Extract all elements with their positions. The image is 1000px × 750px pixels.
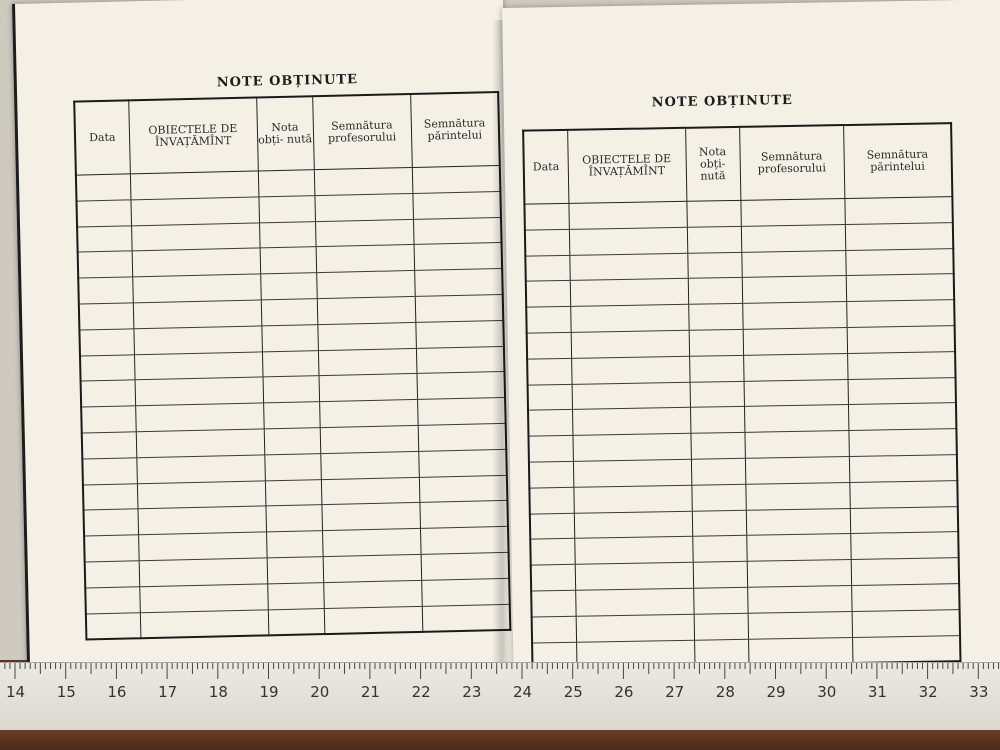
table-cell	[76, 200, 131, 227]
table-cell	[526, 281, 570, 308]
table-cell	[415, 294, 504, 322]
table-cell	[690, 407, 744, 434]
table-cell	[315, 219, 414, 247]
table-cell	[690, 433, 744, 460]
table-cell	[530, 539, 574, 566]
table-cell	[137, 480, 266, 509]
table-cell	[527, 332, 571, 359]
table-cell	[848, 377, 956, 405]
table-cell	[747, 560, 851, 588]
table-cell	[852, 635, 960, 663]
header-date: Data	[74, 100, 130, 175]
ruler-number: 19	[259, 683, 279, 701]
header-teacher-signature: Semnătura profesorului	[312, 94, 412, 170]
table-cell	[258, 195, 315, 222]
right-page-title: NOTE OBȚINUTE	[651, 92, 793, 111]
table-cell	[571, 356, 689, 384]
table-cell	[133, 326, 262, 355]
table-cell	[135, 403, 264, 432]
table-cell	[76, 174, 131, 201]
table-cell	[136, 455, 265, 484]
table-cell	[81, 406, 136, 433]
table-cell	[323, 554, 422, 582]
table-cell	[322, 529, 421, 557]
table-cell	[528, 410, 572, 437]
ruler-number: 24	[513, 683, 533, 701]
table-cell	[525, 255, 569, 282]
table-cell	[82, 458, 137, 485]
table-cell	[83, 483, 138, 510]
ruler-number: 22	[411, 683, 431, 701]
table-cell	[316, 245, 415, 273]
table-cell	[314, 193, 413, 221]
table-cell	[851, 584, 959, 612]
table-cell	[318, 348, 417, 376]
table-cell	[267, 582, 324, 609]
table-cell	[78, 251, 133, 278]
table-cell	[575, 588, 693, 616]
table-cell	[317, 296, 416, 324]
table-cell	[570, 279, 688, 307]
table-cell	[850, 532, 958, 560]
table-cell	[85, 587, 140, 614]
table-cell	[569, 253, 687, 281]
table-cell	[412, 191, 501, 219]
table-cell	[78, 277, 133, 304]
ruler-number: 25	[563, 683, 583, 701]
table-cell	[139, 584, 268, 613]
table-cell	[80, 354, 135, 381]
table-cell	[741, 250, 845, 278]
table-cell	[320, 425, 419, 453]
table-cell	[260, 247, 317, 274]
table-cell	[532, 616, 576, 643]
table-cell	[693, 561, 747, 588]
table-cell	[413, 217, 502, 245]
table-cell	[531, 564, 575, 591]
table-cell	[81, 380, 136, 407]
table-cell	[415, 320, 504, 348]
table-cell	[265, 505, 322, 532]
wooden-surface	[0, 730, 1000, 750]
table-cell	[691, 458, 745, 485]
left-page	[12, 0, 518, 674]
ruler-number: 17	[158, 683, 178, 701]
table-cell	[693, 587, 747, 614]
table-cell	[135, 377, 264, 406]
table-cell	[851, 558, 959, 586]
table-cell	[574, 537, 692, 565]
header-subject: OBIECTELE DE ÎNVAȚĂMÎNT	[128, 97, 258, 173]
table-cell	[570, 304, 688, 332]
table-cell	[692, 510, 746, 537]
table-cell	[529, 487, 573, 514]
table-cell	[414, 243, 503, 271]
ruler-number: 30	[817, 683, 837, 701]
table-cell	[320, 451, 419, 479]
table-cell	[691, 484, 745, 511]
table-cell	[848, 403, 956, 431]
table-cell	[528, 384, 572, 411]
ruler-number: 14	[6, 683, 26, 701]
header-teacher-signature: Semnătura profesorului	[739, 125, 844, 200]
left-page-title: NOTE OBȚINUTE	[216, 72, 359, 91]
table-cell	[694, 613, 748, 640]
table-cell	[573, 485, 691, 513]
table-cell	[524, 203, 568, 230]
ruler-number: 16	[107, 683, 127, 701]
table-cell	[744, 405, 848, 433]
table-cell	[575, 562, 693, 590]
table-cell	[258, 170, 315, 197]
table-cell	[321, 503, 420, 531]
table-cell	[260, 273, 317, 300]
table-cell	[574, 511, 692, 539]
table-cell	[84, 509, 139, 536]
table-cell	[687, 226, 741, 253]
table-cell	[569, 227, 687, 255]
table-cell	[530, 513, 574, 540]
table-cell	[317, 322, 416, 350]
table-cell	[690, 381, 744, 408]
ruler-number: 31	[867, 683, 887, 701]
table-cell	[746, 508, 850, 536]
table-cell	[321, 477, 420, 505]
table-cell	[316, 271, 415, 299]
table-cell	[84, 535, 139, 562]
table-cell	[528, 436, 572, 463]
table-cell	[525, 229, 569, 256]
table-cell	[742, 276, 846, 304]
table-cell	[741, 224, 845, 252]
table-cell	[572, 408, 690, 436]
table-cell	[744, 431, 848, 459]
ruler-number: 23	[462, 683, 482, 701]
table-cell	[527, 358, 571, 385]
table-cell	[848, 429, 956, 457]
ruler-number: 26	[614, 683, 634, 701]
table-cell	[265, 479, 322, 506]
table-cell	[261, 299, 318, 326]
table-cell	[526, 307, 570, 334]
table-cell	[743, 328, 847, 356]
table-header-row	[523, 123, 952, 204]
table-cell	[844, 197, 952, 225]
table-cell	[847, 351, 955, 379]
table-cell	[86, 612, 141, 640]
table-cell	[568, 201, 686, 229]
table-cell	[743, 353, 847, 381]
table-cell	[262, 350, 319, 377]
table-cell	[264, 428, 321, 455]
table-cell	[847, 326, 955, 354]
table-cell	[319, 400, 418, 428]
table-cell	[849, 455, 957, 483]
table-cell	[747, 585, 851, 613]
table-cell	[264, 453, 321, 480]
ruler-number: 28	[715, 683, 735, 701]
table-cell	[852, 609, 960, 637]
table-cell	[132, 274, 261, 303]
ruler-ticks	[0, 663, 1000, 731]
ruler-number: 27	[665, 683, 685, 701]
right-page	[502, 0, 1000, 678]
ruler-number: 32	[918, 683, 938, 701]
table-cell	[267, 557, 324, 584]
table-cell	[688, 304, 742, 331]
ruler-number: 15	[56, 683, 76, 701]
table-cell	[263, 402, 320, 429]
table-cell	[748, 611, 852, 639]
table-cell	[138, 532, 267, 561]
table-header-row	[74, 92, 500, 175]
ruler-number: 21	[360, 683, 380, 701]
ruler-number: 20	[310, 683, 330, 701]
ruler	[0, 662, 1000, 732]
table-cell	[82, 432, 137, 459]
table-cell	[849, 480, 957, 508]
table-cell	[846, 274, 954, 302]
table-cell	[846, 300, 954, 328]
table-cell	[323, 580, 422, 608]
table-cell	[414, 269, 503, 297]
table-cell	[266, 531, 323, 558]
table-cell	[412, 165, 501, 193]
ruler-number: 18	[208, 683, 228, 701]
table-cell	[687, 252, 741, 279]
table-cell	[692, 536, 746, 563]
table-cell	[689, 329, 743, 356]
table-cell	[134, 351, 263, 380]
table-cell	[319, 374, 418, 402]
header-grade: Nota obți- nută	[256, 96, 314, 171]
header-grade: Nota obți- nută	[685, 127, 740, 201]
table-cell	[845, 248, 953, 276]
table-cell	[77, 225, 132, 252]
ruler-number: 33	[969, 683, 989, 701]
table-cell	[529, 461, 573, 488]
table-cell	[140, 609, 269, 638]
table-cell	[79, 303, 134, 330]
table-cell	[314, 167, 413, 195]
table-cell	[689, 355, 743, 382]
table-cell	[133, 300, 262, 329]
table-cell	[742, 302, 846, 330]
table-cell	[259, 221, 316, 248]
table-cell	[139, 558, 268, 587]
table-cell	[572, 433, 690, 461]
table-cell	[137, 506, 266, 535]
header-subject: OBIECTELE DE ÎNVAȚĂMÎNT	[567, 128, 686, 204]
header-parent-signature: Semnătura părintelui	[410, 92, 500, 167]
table-cell	[268, 608, 325, 636]
table-cell	[745, 482, 849, 510]
table-cell	[576, 614, 694, 642]
table-cell	[745, 456, 849, 484]
table-cell	[686, 200, 740, 227]
table-cell	[531, 590, 575, 617]
table-cell	[79, 329, 134, 356]
left-table-body	[76, 165, 510, 639]
table-cell	[748, 637, 852, 665]
table-cell	[573, 459, 691, 487]
table-cell	[845, 222, 953, 250]
table-cell	[85, 561, 140, 588]
table-cell	[132, 248, 261, 277]
table-cell	[130, 171, 259, 200]
table-cell	[261, 324, 318, 351]
table-cell	[688, 278, 742, 305]
table-cell	[572, 382, 690, 410]
header-parent-signature: Semnătura părintelui	[843, 123, 952, 198]
table-cell	[136, 429, 265, 458]
ruler-number: 29	[766, 683, 786, 701]
table-cell	[324, 606, 423, 635]
table-cell	[744, 379, 848, 407]
left-grades-table	[73, 91, 511, 641]
table-cell	[740, 199, 844, 227]
table-cell	[263, 376, 320, 403]
table-cell	[850, 506, 958, 534]
table-cell	[571, 330, 689, 358]
right-table-body	[524, 197, 960, 669]
right-grades-table	[522, 122, 961, 670]
table-cell	[131, 223, 260, 252]
table-cell	[746, 534, 850, 562]
header-date: Data	[523, 130, 568, 204]
table-cell	[130, 197, 259, 226]
